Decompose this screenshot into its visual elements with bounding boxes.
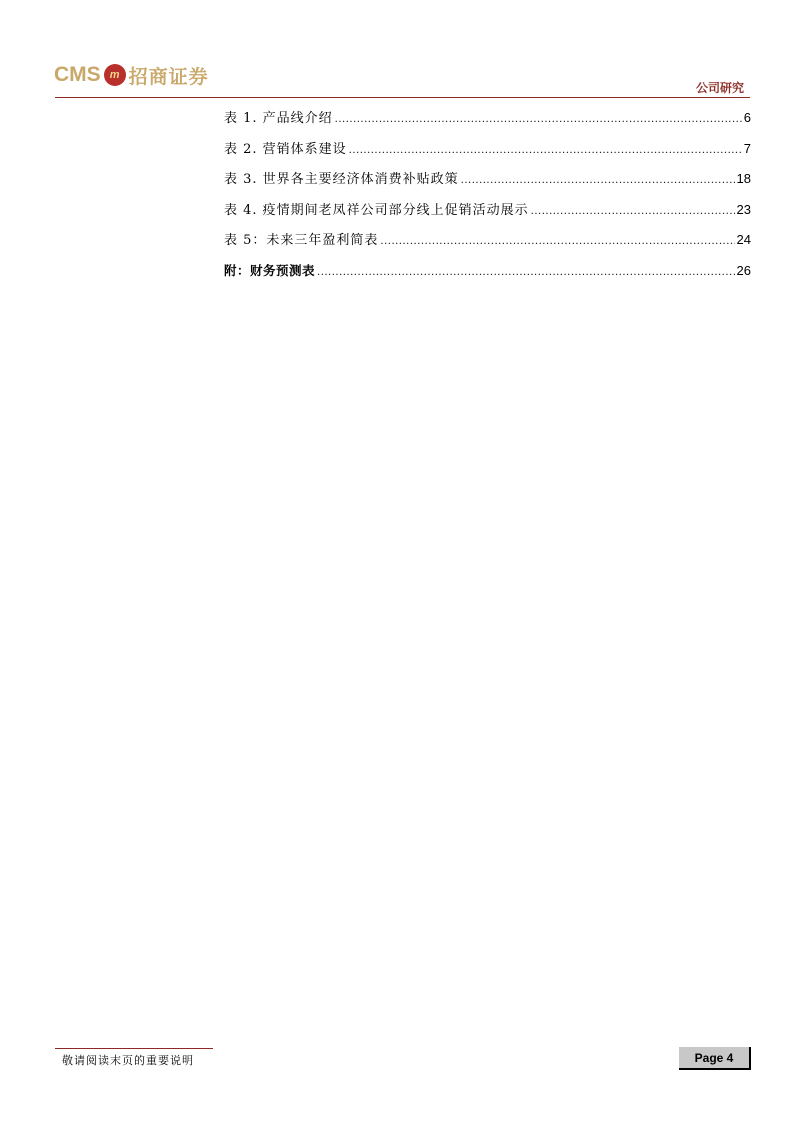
report-type-label: 公司研究 [695,81,744,95]
toc-entry-table-3[interactable] [224,169,751,200]
page-number-label: Page 4 [694,1050,734,1065]
page-number-badge [679,1047,751,1070]
toc-entry-title: 附：财务预测表 [224,262,316,278]
toc-entry-title: 表 2. 营销体系建设 [224,141,347,157]
page-header [0,0,793,100]
toc-entry-table-5[interactable] [224,230,751,261]
toc-entry-table-2[interactable] [224,139,751,170]
toc-leader-dots [531,202,735,222]
toc-entry-page: 7 [743,140,751,156]
cms-logo [54,60,209,90]
toc-entry-page: 18 [736,171,751,186]
toc-entry-title: 表 5：未来三年盈利简表 [224,233,379,248]
toc-entry-title: 表 3. 世界各主要经济体消费补贴政策 [224,172,459,187]
toc-entry-title: 表 1. 产品线介绍 [224,111,333,126]
toc-leader-dots [349,141,742,161]
header-divider [55,97,750,98]
table-of-contents [224,108,751,291]
toc-entry-page: 6 [743,110,751,125]
toc-leader-dots [380,232,734,252]
logo-latin-text: CMS [54,63,101,86]
toc-entry-title: 表 4. 疫情期间老凤祥公司部分线上促销活动展示 [224,202,529,218]
toc-entry-table-1[interactable] [224,108,751,139]
toc-leader-dots [317,263,735,283]
toc-entry-page: 23 [736,201,751,217]
toc-entry-page: 24 [736,232,751,247]
disclaimer-note: 敬请阅读末页的重要说明 [62,1054,194,1067]
logo-chinese-text: 招商证券 [128,65,209,88]
footer-divider [55,1048,213,1049]
toc-leader-dots [461,171,735,191]
toc-entry-page: 26 [736,262,751,278]
toc-entry-appendix[interactable] [224,261,751,292]
toc-entry-table-4[interactable] [224,200,751,231]
toc-leader-dots [335,110,742,130]
logo-emblem-letter: m [109,68,120,81]
logo-emblem-icon [104,64,126,86]
